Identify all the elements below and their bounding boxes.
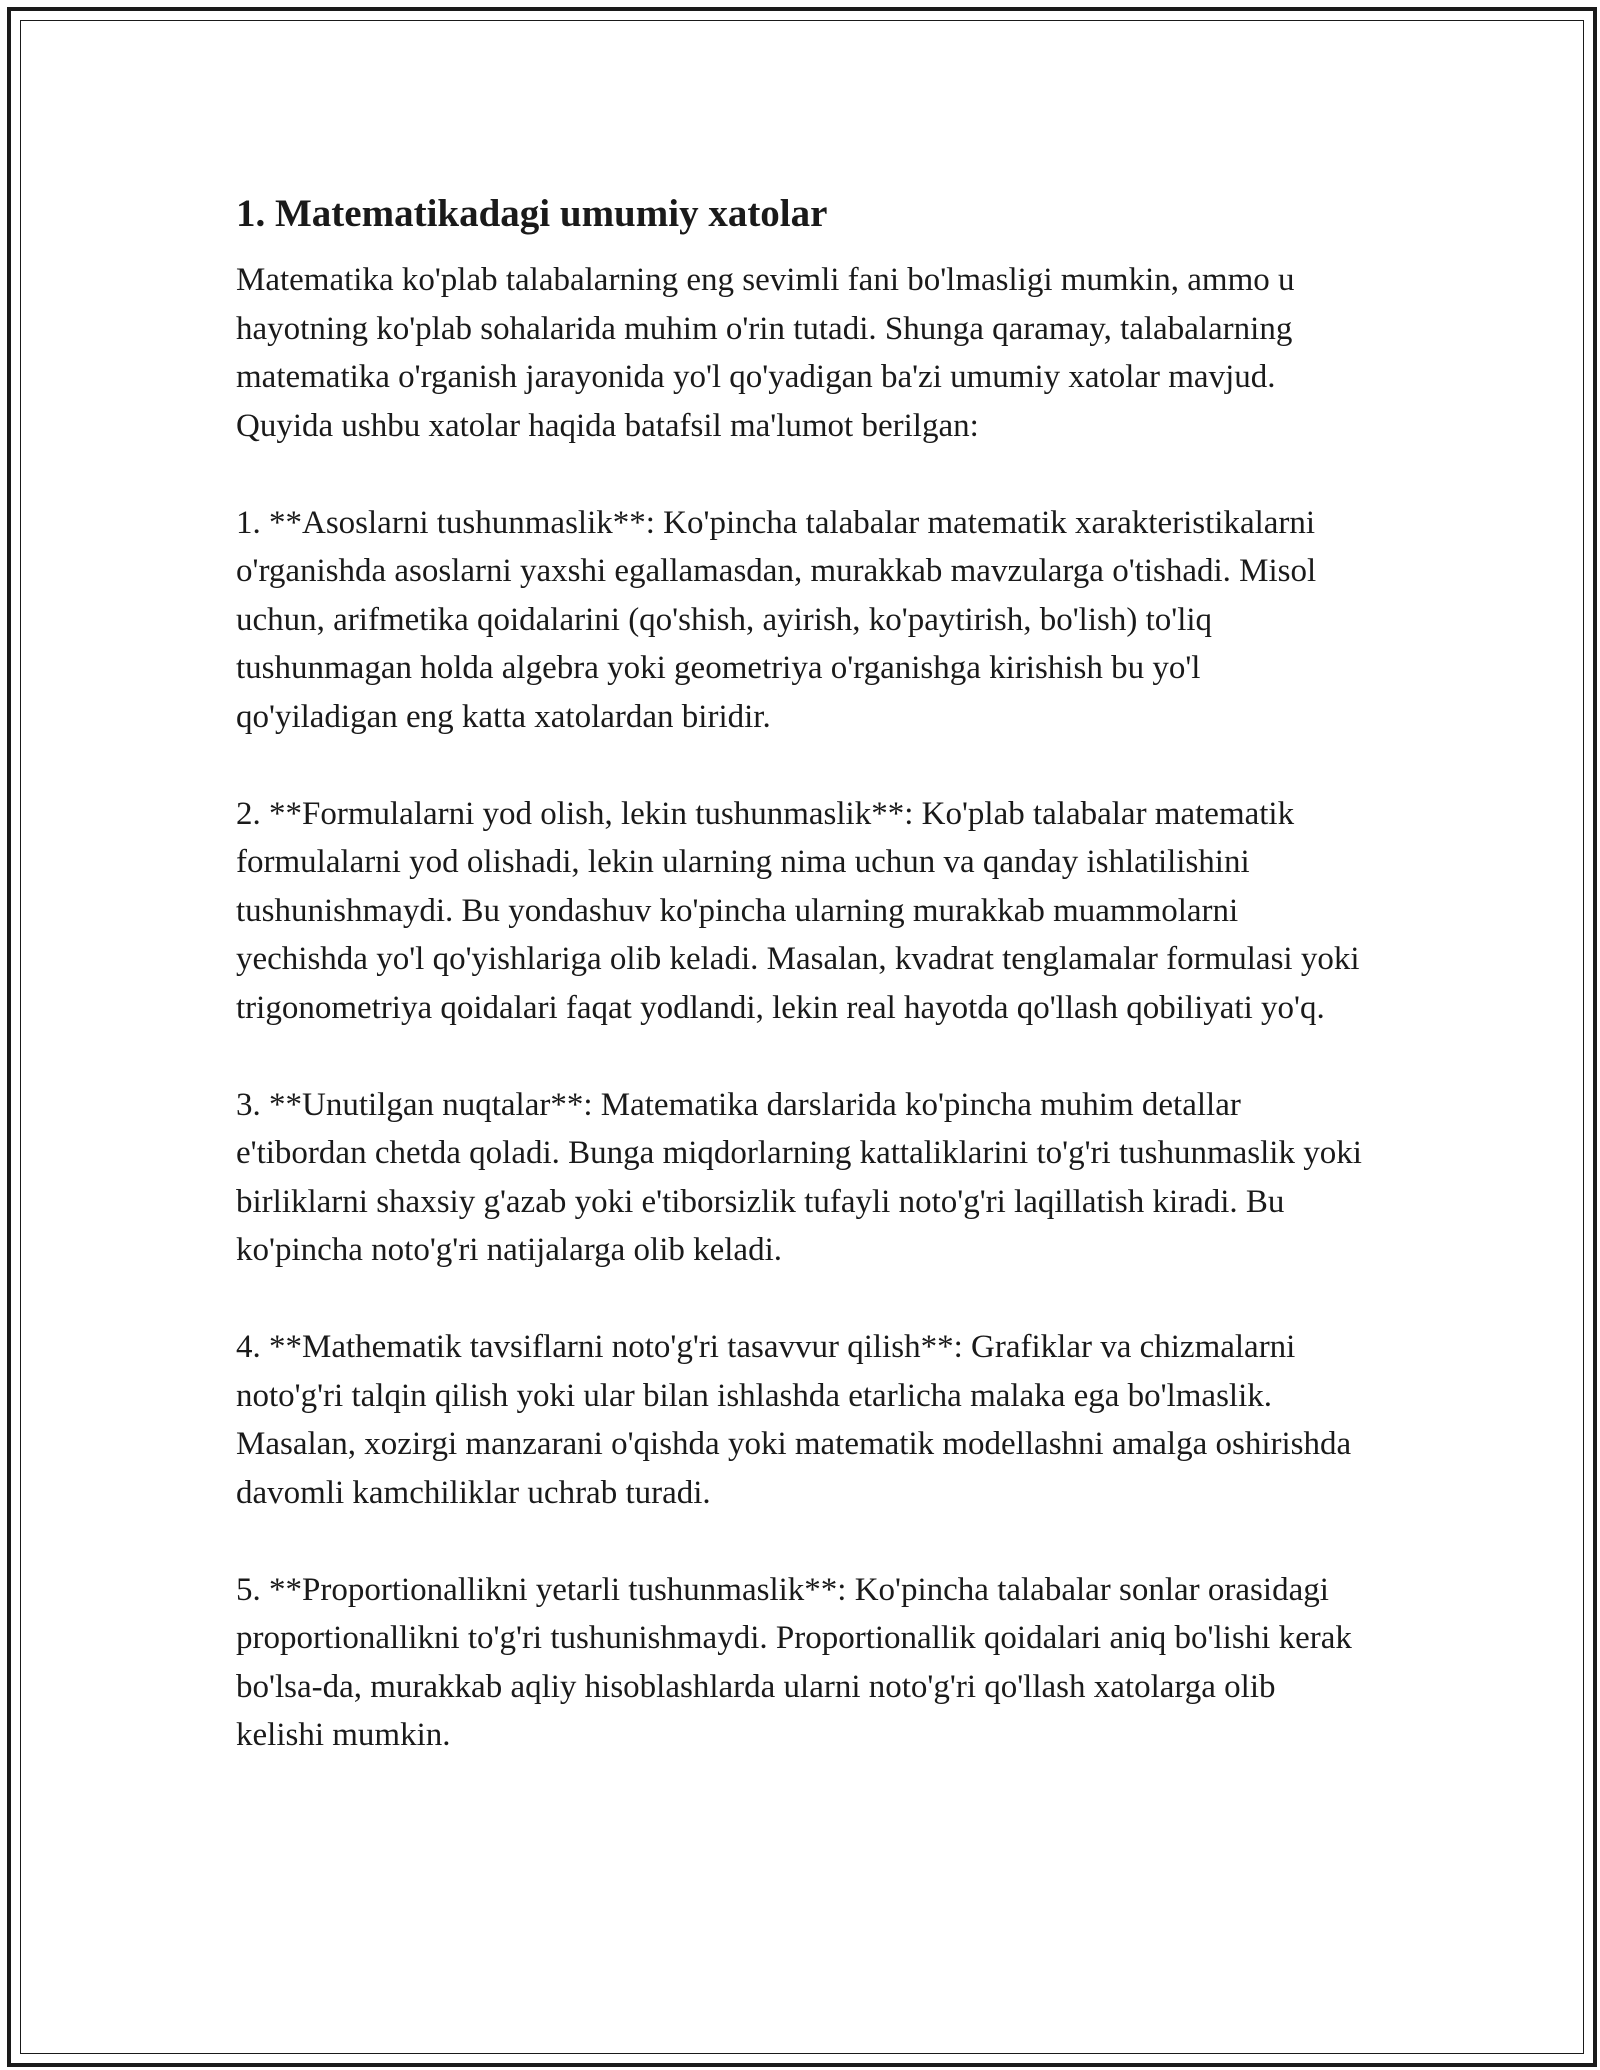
list-item: 5. **Proportionallikni yetarli tushunmaslik**: Ko'pincha talabalar sonlar orasidagi proportionallikni to'g'ri tushunishmaydi. Proportionallik qoidalari aniq bo'lishi kerak bo'lsa-da, murakkab aqliy hisoblashlarda ularni noto'g'ri qo'llash xatolarga olib kelishi mumkin. bbox=[236, 1571, 1352, 1753]
list-item: 1. **Asoslarni tushunmaslik**: Ko'pincha talabalar matematik xarakteristikalarni o'rganishda asoslarni yaxshi egallamasdan, murakkab mavzularga o'tishadi. Misol uchun, arifmetika qoidalarini (qo'shish, ayirish, ko'paytirish, bo'lish) to'liq tushunmagan holda algebra yoki geometriya o'rganishga kirishish bu yo'l qo'yiladigan eng katta xatolardan biridir. bbox=[236, 504, 1317, 735]
document-body bbox=[236, 190, 1366, 1808]
document-title: 1. Matematikadagi umumiy xatolar bbox=[236, 192, 828, 235]
list-item: 2. **Formulalarni yod olish, lekin tushunmaslik**: Ko'plab talabalar matematik formulalarni yod olishadi, lekin ularning nima uchun va qanday ishlatilishini tushunishmaydi. Bu yondashuv ko'pincha ularning murakkab muammolarni yechishda yo'l qo'yishlariga olib keladi. Masalan, kvadrat tenglamalar formulasi yoki trigonometriya qoidalari faqat yodlandi, lekin real hayotda qo'llash qobiliyati yo'q. bbox=[236, 795, 1360, 1026]
intro-paragraph: Matematika ko'plab talabalarning eng sevimli fani bo'lmasligi mumkin, ammo u hayotning ko'plab sohalarida muhim o'rin tutadi. Shunga qaramay, talabalarning matematika o'rganish jarayonida yo'l qo'yadigan ba'zi umumiy xatolar mavjud. Quyida ushbu xatolar haqida batafsil ma'lumot berilgan: bbox=[236, 262, 1295, 444]
list-item: 4. **Mathematik tavsiflarni noto'g'ri tasavvur qilish**: Grafiklar va chizmalarni noto'g'ri talqin qilish yoki ular bilan ishlashda etarlicha malaka ega bo'lmaslik. Masalan, xozirgi manzarani o'qishda yoki matematik modellashni amalga oshirishda davomli kamchiliklar uchrab turadi. bbox=[236, 1329, 1352, 1511]
list-item: 3. **Unutilgan nuqtalar**: Matematika darslarida ko'pincha muhim detallar e'tibordan chetda qoladi. Bunga miqdorlarning kattaliklarini to'g'ri tushunmaslik yoki birliklarni shaxsiy g'azab yoki e'tiborsizlik tufayli noto'g'ri laqillatish kiradi. Bu ko'pincha noto'g'ri natijalarga olib keladi. bbox=[236, 1086, 1362, 1268]
